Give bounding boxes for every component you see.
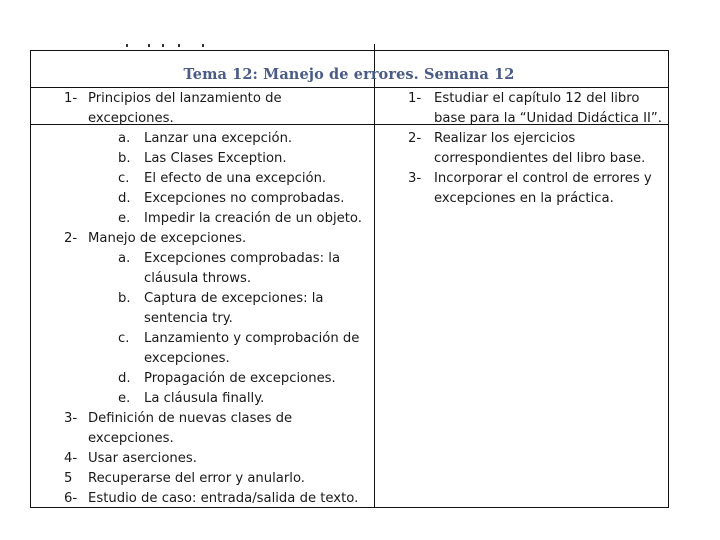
subtopic-item	[30, 369, 370, 389]
task-item	[378, 169, 670, 209]
topic-item	[30, 89, 370, 129]
topic-text: Estudio de caso: entrada/salida de texto.	[88, 491, 359, 506]
subtopic-text: La cláusula finally.	[144, 391, 265, 406]
topic-number: 4-	[64, 451, 78, 466]
subtopic-letter: b.	[118, 151, 131, 166]
subtopic-item	[30, 169, 370, 189]
subtopic-letter: d.	[118, 371, 131, 386]
subtopic-text: Lanzar una excepción.	[144, 131, 293, 146]
subtopic-item	[30, 149, 370, 169]
page-title: Tema 12: Manejo de errores. Semana 12	[183, 66, 515, 83]
topic-list	[30, 89, 370, 509]
task-number: 3-	[408, 171, 422, 186]
subtopic-letter: a.	[118, 251, 131, 266]
topic-text: Recuperarse del error y anularlo.	[88, 471, 305, 486]
subtopic-text: Lanzamiento y comprobación de excepciones.	[144, 331, 360, 366]
table-title-separator	[30, 87, 668, 88]
subtopic-item	[30, 189, 370, 209]
topic-text: Definición de nuevas clases de excepciones.	[88, 411, 293, 446]
subtopic-letter: e.	[118, 211, 131, 226]
task-item	[378, 89, 670, 129]
subtopic-letter: d.	[118, 191, 131, 206]
table-column-divider	[374, 44, 375, 508]
subtopic-text: Captura de excepciones: la sentencia try.	[144, 291, 324, 326]
subtopic-text: El efecto de una excepción.	[144, 171, 327, 186]
subtopic-item	[30, 209, 370, 229]
subtopic-item	[30, 329, 370, 369]
subtopic-text: Excepciones comprobadas: la cláusula throws.	[144, 251, 341, 286]
subtopic-letter: a.	[118, 131, 131, 146]
topic-number: 5	[64, 471, 73, 486]
topic-text: Manejo de excepciones.	[88, 231, 247, 246]
topic-number: 1-	[64, 91, 78, 106]
subtopic-item	[30, 289, 370, 329]
topic-text: Principios del lanzamiento de excepciones.	[88, 91, 282, 126]
task-item	[378, 129, 670, 169]
table-top-border	[30, 50, 668, 51]
subtopic-letter: c.	[118, 171, 130, 186]
subtopic-text: Impedir la creación de un objeto.	[144, 211, 362, 226]
topic-number: 6-	[64, 491, 78, 506]
topic-item	[30, 229, 370, 249]
topic-text: Usar aserciones.	[88, 451, 197, 466]
top-scribble-marks	[120, 44, 220, 48]
topic-item	[30, 409, 370, 449]
subtopic-letter: e.	[118, 391, 131, 406]
subtopic-letter: c.	[118, 331, 130, 346]
task-number: 1-	[408, 91, 422, 106]
subtopic-text: Excepciones no comprobadas.	[144, 191, 345, 206]
topic-item	[30, 449, 370, 469]
subtopic-item	[30, 389, 370, 409]
task-text: Incorporar el control de errores y excepciones en la práctica.	[434, 171, 652, 206]
task-text: Estudiar el capítulo 12 del libro base para la “Unidad Didáctica II”.	[434, 91, 662, 126]
subtopic-item	[30, 129, 370, 149]
subtopic-item	[30, 249, 370, 289]
task-text: Realizar los ejercicios correspondientes del libro base.	[434, 131, 646, 166]
task-number: 2-	[408, 131, 422, 146]
task-list	[378, 89, 670, 209]
topic-number: 3-	[64, 411, 78, 426]
topic-number: 2-	[64, 231, 78, 246]
subtopic-text: Propagación de excepciones.	[144, 371, 336, 386]
topic-item	[30, 489, 370, 509]
subtopic-text: Las Clases Exception.	[144, 151, 287, 166]
subtopic-letter: b.	[118, 291, 131, 306]
topic-item	[30, 469, 370, 489]
